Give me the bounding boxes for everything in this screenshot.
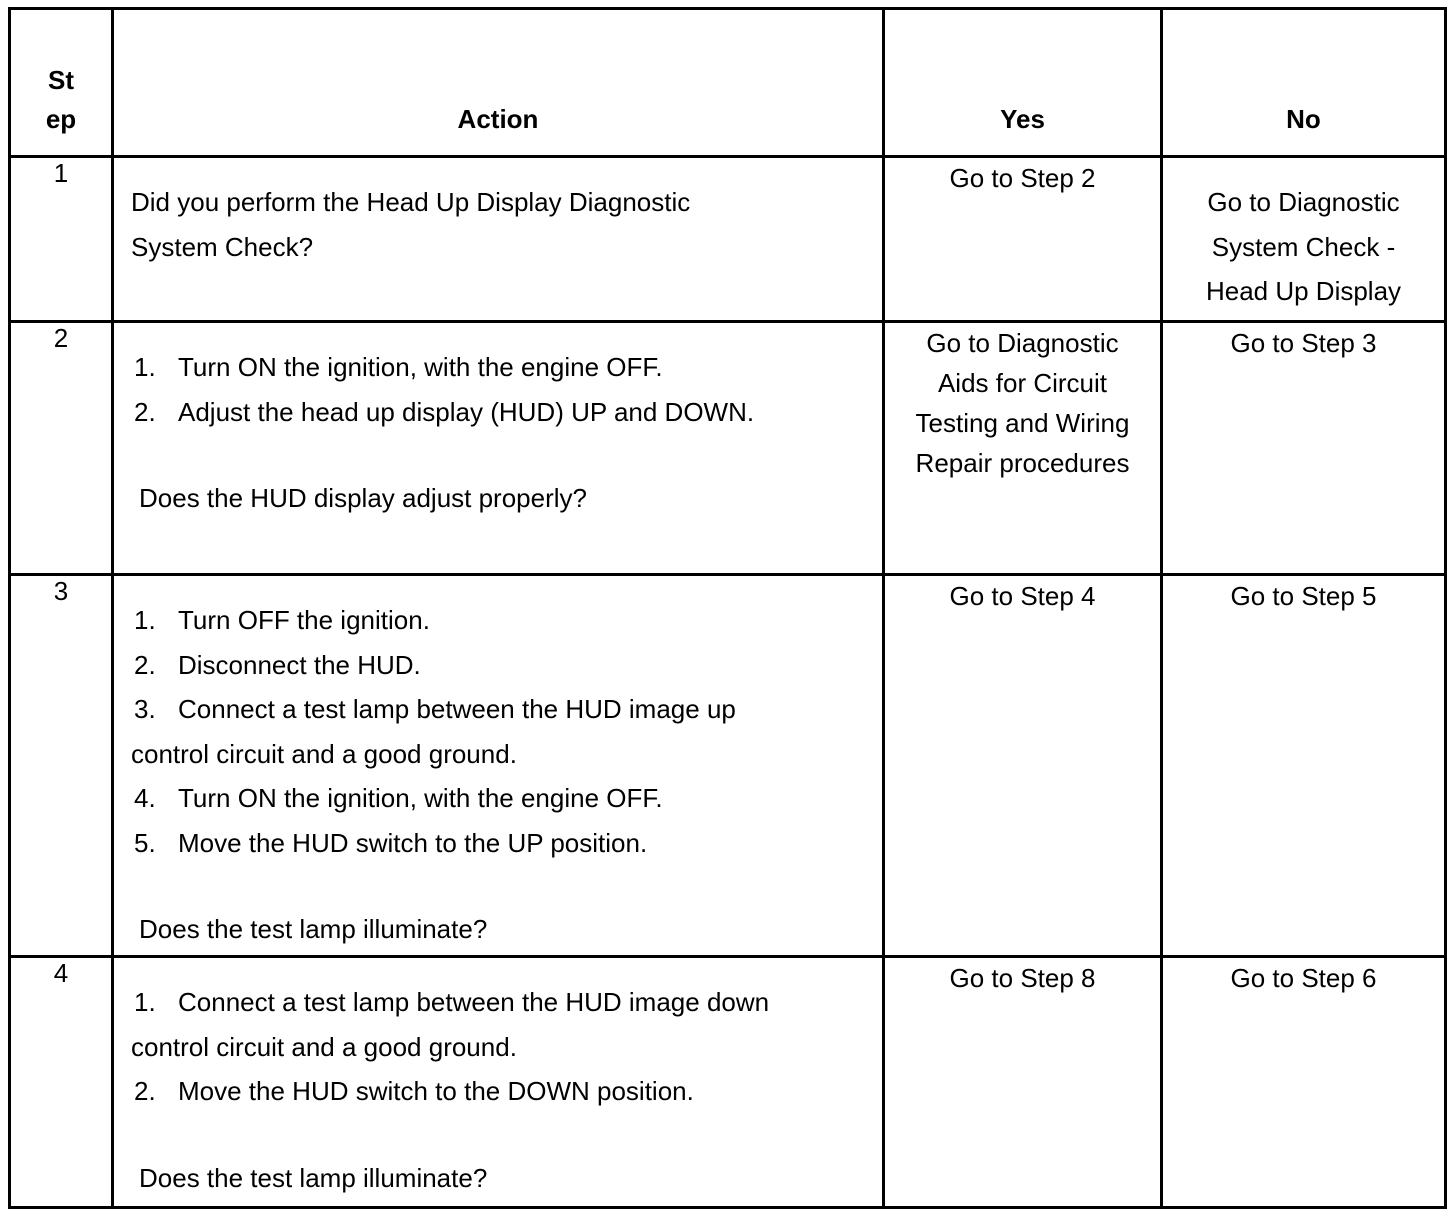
no-text: System Check - [1211, 231, 1396, 262]
yes-text: Go to Step 2 [949, 163, 1096, 193]
step-number: 4 [10, 957, 113, 1208]
yes-text: Repair procedures [915, 448, 1130, 478]
action-question: Does the test lamp illuminate? [139, 1162, 488, 1193]
action-item [131, 1069, 882, 1114]
action-item-number: 2. [134, 649, 156, 680]
yes-text: Go to Diagnostic [926, 328, 1119, 358]
table-row [10, 157, 1446, 322]
action-item-number: 4. [134, 783, 156, 813]
action-item [131, 980, 882, 1025]
yes-cell [884, 157, 1162, 322]
action-item [131, 345, 882, 390]
yes-text: Go to Step 8 [949, 963, 1096, 993]
no-cell [1162, 322, 1446, 575]
no-text: Head Up Display [1205, 276, 1402, 306]
diagnostic-table [8, 7, 1447, 1209]
action-question: Does the test lamp illuminate? [139, 914, 488, 944]
action-item-continuation: control circuit and a good ground. [131, 1031, 517, 1062]
header-step [10, 9, 113, 157]
action-item-text: Disconnect the HUD. [178, 649, 421, 680]
table-row [10, 322, 1446, 575]
no-cell [1162, 957, 1446, 1208]
header-step-line1: St [48, 65, 74, 95]
action-item-text: Turn ON the ignition, with the engine OFF. [178, 352, 663, 382]
no-text: Go to Step 5 [1230, 581, 1377, 611]
header-action: Action [113, 9, 884, 157]
yes-text: Aids for Circuit [937, 368, 1108, 398]
header-row [10, 9, 1446, 157]
action-item [131, 821, 882, 866]
action-item [131, 598, 882, 643]
step-number: 2 [10, 322, 113, 575]
action-item-number: 3. [134, 694, 156, 724]
action-item-number: 1. [134, 352, 156, 382]
action-item-text: Turn ON the ignition, with the engine OFF. [178, 783, 663, 813]
no-text: Go to Diagnostic [1207, 187, 1400, 217]
action-item [131, 390, 882, 435]
action-item-number: 2. [134, 1076, 156, 1106]
step-number: 1 [10, 157, 113, 322]
action-item-number: 2. [134, 396, 156, 427]
action-item-number: 5. [134, 827, 156, 858]
header-no: No [1162, 9, 1446, 157]
yes-cell [884, 575, 1162, 957]
action-line: System Check? [131, 231, 314, 262]
action-item-number: 1. [134, 605, 156, 635]
action-item [131, 687, 882, 732]
action-item-number: 1. [134, 987, 156, 1017]
table-row [10, 957, 1446, 1208]
step-number: 3 [10, 575, 113, 957]
action-cell [113, 157, 884, 322]
action-item-text: Connect a test lamp between the HUD image down [178, 987, 770, 1017]
action-item [131, 643, 882, 688]
no-cell [1162, 157, 1446, 322]
action-cell [113, 575, 884, 957]
action-item-continuation: control circuit and a good ground. [131, 738, 517, 769]
action-line: Did you perform the Head Up Display Diagnostic [131, 187, 691, 217]
header-step-line2: ep [45, 104, 77, 134]
no-text: Go to Step 6 [1230, 963, 1377, 993]
action-cell [113, 957, 884, 1208]
yes-cell [884, 957, 1162, 1208]
action-question: Does the HUD display adjust properly? [139, 483, 587, 513]
action-item-text: Move the HUD switch to the UP position. [178, 827, 648, 858]
action-item-text: Move the HUD switch to the DOWN position. [178, 1076, 694, 1106]
action-item-text: Adjust the head up display (HUD) UP and DOWN. [178, 396, 755, 427]
action-item [131, 776, 882, 821]
action-item-text: Turn OFF the ignition. [178, 605, 430, 635]
yes-cell [884, 322, 1162, 575]
yes-text: Go to Step 4 [949, 581, 1096, 611]
action-item-text: Connect a test lamp between the HUD image up [178, 694, 736, 724]
yes-text: Testing and Wiring [915, 408, 1130, 438]
action-cell [113, 322, 884, 575]
no-text: Go to Step 3 [1230, 328, 1377, 358]
header-yes: Yes [884, 9, 1162, 157]
no-cell [1162, 575, 1446, 957]
table-row [10, 575, 1446, 957]
